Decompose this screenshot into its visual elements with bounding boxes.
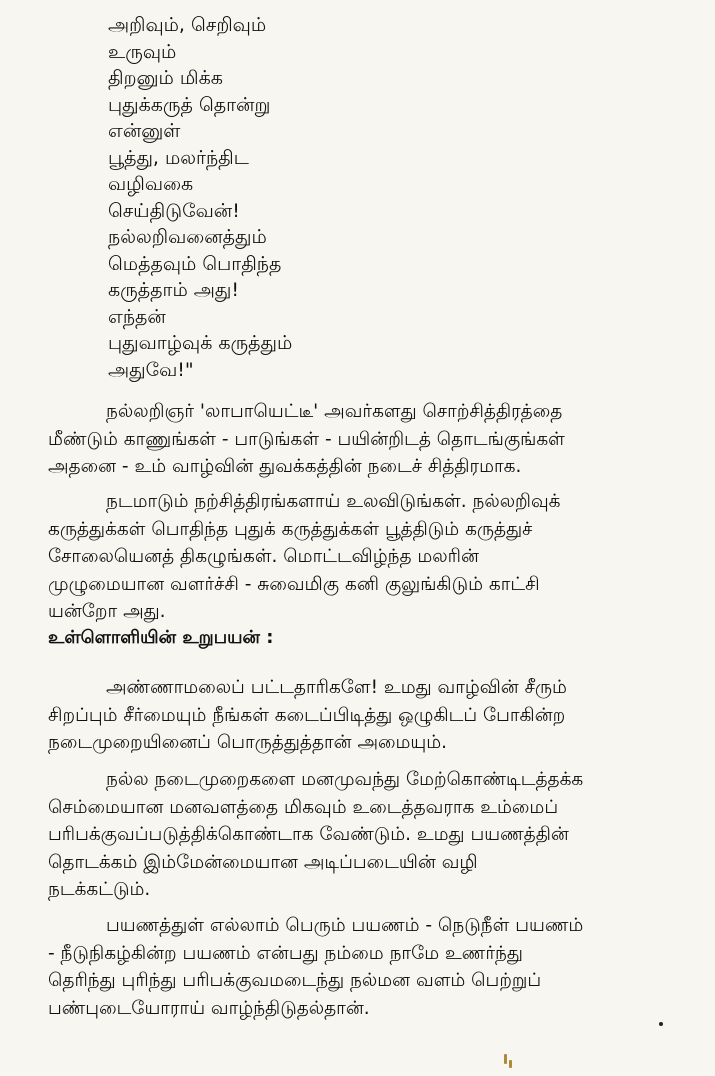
text-line: மீண்டும் காணுங்கள் - பாடுங்கள் - பயின்றிடத் தொடங்குங்கள் [48,428,565,450]
text-line: சிறப்பும் சீர்மையும் நீங்கள் கடைப்பிடித்து ஒழுகிடப் போகின்ற [48,704,566,726]
poem-line: என்னுள் [108,120,181,142]
text-line: பண்புடையோராய் வாழ்ந்திடுதல்தான். [48,997,370,1019]
text-line: தொடக்கம் இம்மேன்மையான அடிப்படையின் வழி [48,851,478,873]
poem-line: மெத்தவும் பொதிந்த [108,252,282,275]
paragraph-journey [48,912,673,1022]
poem-line: வழிவகை [108,173,194,195]
paragraph-practices [48,766,673,904]
scan-speck [659,1022,663,1026]
paragraph-lafayette [48,398,673,481]
poem-line: திறனும் மிக்க [108,67,223,89]
text-line: பயணத்துள் எல்லாம் பெரும் பயணம் - நெடுநீள் பயணம் [106,915,584,936]
poem-line: அதுவே!" [108,358,194,381]
text-line: முழுமையான வளர்ச்சி - சுவைமிகு கனி குலுங்கிடும் காட்சி [48,573,540,595]
text-line: யன்றோ அது. [48,601,166,622]
poem-line: கருத்தாம் அது! [108,279,239,301]
poem-line: பூத்து, மலர்ந்திட [108,146,249,169]
paragraph-living-pictures [48,488,673,626]
text-line: கருத்துக்கள் பொதிந்த புதுக் கருத்துக்கள் பூத்திடும் கருத்துச் [48,518,533,540]
scan-mark [504,1054,507,1064]
poem-line: புதுக்கருத் தொன்று [108,93,271,116]
section-heading: உள்ளொளியின் உறுபயன் : [48,627,274,648]
poem-line: நல்லறிவனைத்தும் [108,226,267,248]
text-line: சோலையெனத் திகழுங்கள். மொட்டவிழ்ந்த மலரின் [48,546,479,567]
poem-line: எந்தன் [108,305,166,328]
text-line: நடைமுறையினைப் பொருத்துத்தான் அமையும். [48,732,448,753]
text-line: அதனை - உம் வாழ்வின் துவக்கத்தின் நடைச் சித்திரமாக. [48,456,522,477]
poem-line: செய்திடுவேன்! [108,199,240,222]
poem-line: அறிவும், செறிவும் [108,14,267,36]
text-line: அண்ணாமலைப் பட்டதாரிகளே! உமது வாழ்வின் சீரும் [106,677,567,698]
text-line: நடக்கட்டும். [48,879,151,900]
text-line: தெரிந்து புரிந்து பரிபக்குவமடைந்து நல்மன வளம் பெற்றுப் [48,970,542,991]
paragraph-graduates [48,674,673,757]
poem-line: உருவும் [108,40,177,63]
text-line: நல்லறிஞர் 'லாபாயெட்டீ' அவர்களது சொற்சித்திரத்தை [106,401,563,422]
poem-line: புதுவாழ்வுக் கருத்தும் [108,332,293,354]
text-line: பரிபக்குவப்படுத்திக்கொண்டாக வேண்டும். உமது பயணத்தின் [48,824,569,845]
text-line: நடமாடும் நற்சித்திரங்களாய் உலவிடுங்கள். நல்லறிவுக் [106,491,561,512]
text-line: - நீடுநிகழ்கின்ற பயணம் என்பது நம்மை நாமே உணர்ந்து [48,942,523,964]
poem-block [108,12,408,383]
text-line: நல்ல நடைமுறைகளை மனமுவந்து மேற்கொண்டிடத்தக்க [106,769,584,790]
scan-mark [509,1060,512,1068]
text-line: செம்மையான மனவளத்தை மிகவும் உடைத்தவராக உம்மைப் [48,796,559,818]
